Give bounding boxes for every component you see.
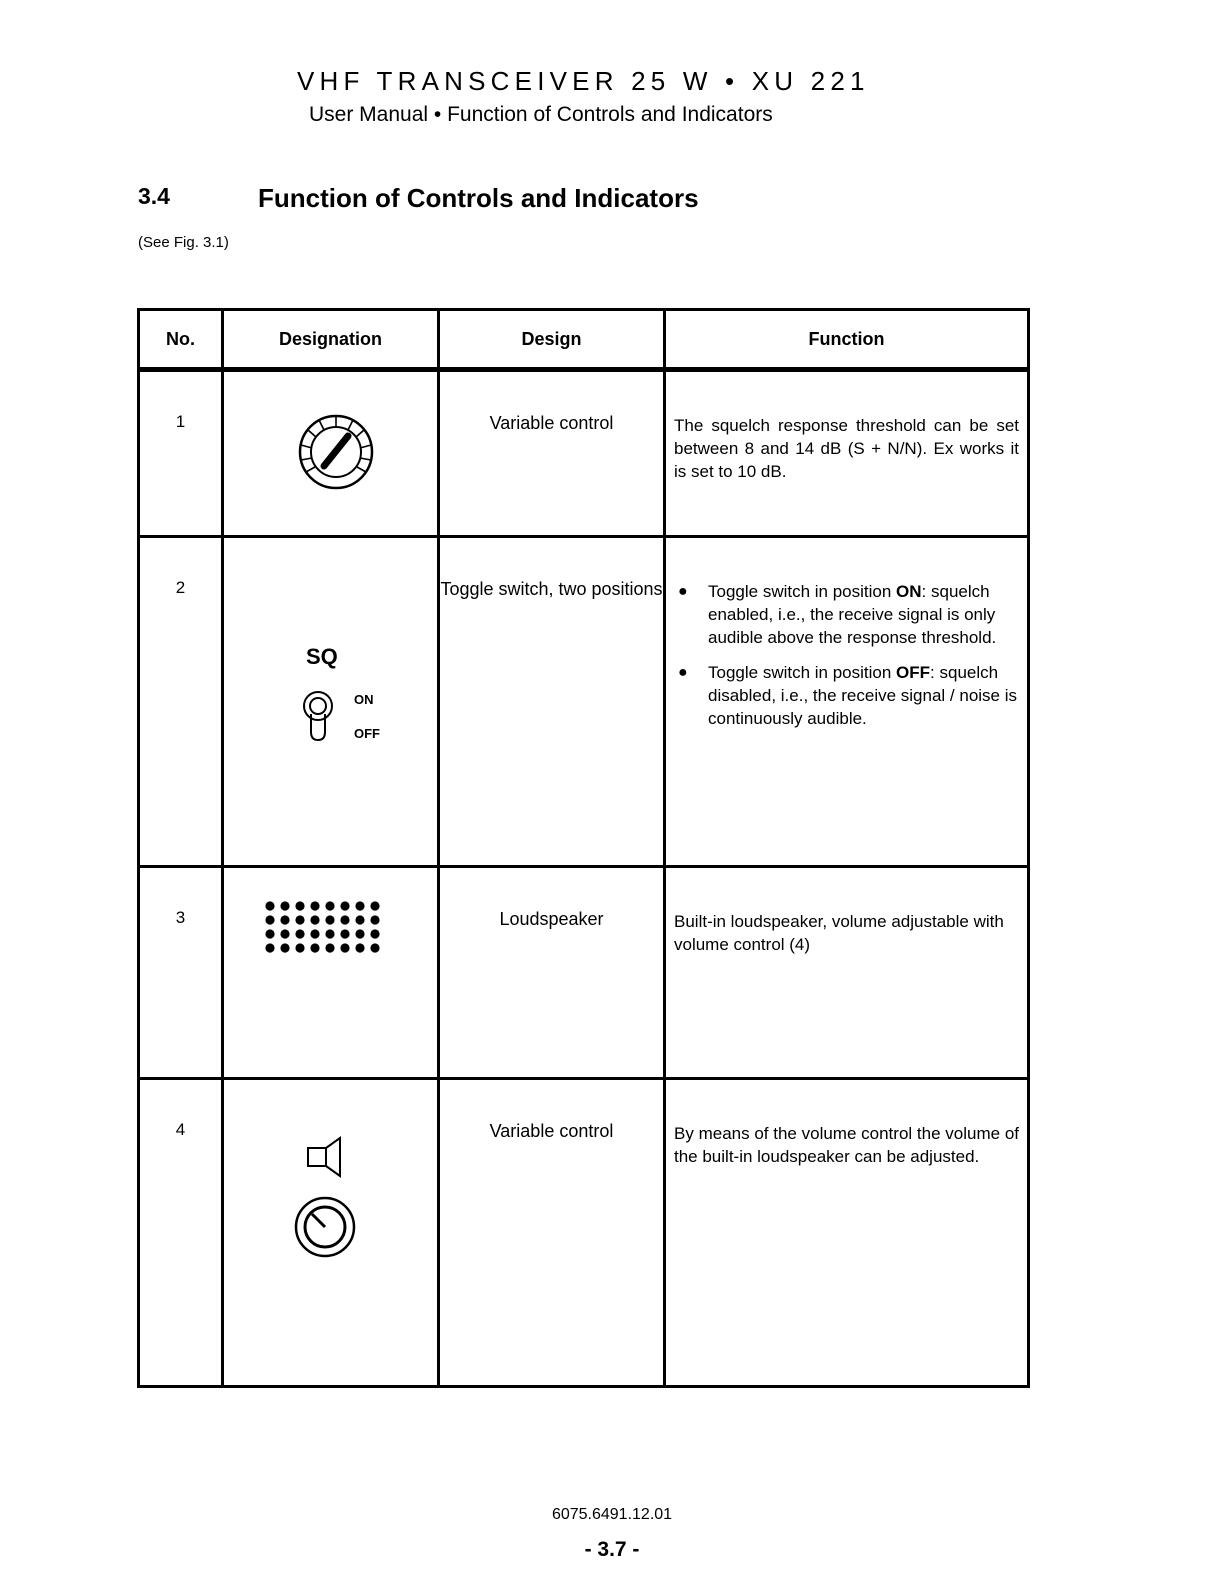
grille-dot bbox=[310, 915, 319, 924]
design-cell: Toggle switch, two positions bbox=[439, 537, 665, 867]
function-cell: Built-in loudspeaker, volume adjustable with volume control (4) bbox=[665, 867, 1029, 1079]
grille-dot bbox=[370, 943, 379, 952]
grille-dot bbox=[280, 915, 289, 924]
grille-dot bbox=[265, 901, 274, 910]
table-row bbox=[139, 867, 1029, 1079]
grille-dot bbox=[370, 915, 379, 924]
grille-dot bbox=[280, 901, 289, 910]
grille-dot bbox=[310, 943, 319, 952]
switch-on-label: ON bbox=[354, 692, 374, 707]
row-number: 4 bbox=[139, 1079, 223, 1387]
document-number: 6075.6491.12.01 bbox=[551, 1506, 673, 1523]
design-cell: Variable control bbox=[439, 370, 665, 537]
loudspeaker-grille-icon bbox=[264, 900, 404, 970]
toggle-switch-icon bbox=[300, 688, 340, 748]
grille-dot bbox=[325, 901, 334, 910]
header-design: Design bbox=[439, 310, 665, 370]
grille-dot bbox=[370, 929, 379, 938]
header-designation: Designation bbox=[223, 310, 439, 370]
table-row bbox=[139, 370, 1029, 537]
bullet-emphasis: OFF bbox=[896, 663, 931, 682]
grille-dot bbox=[355, 929, 364, 938]
designation-cell bbox=[223, 537, 439, 867]
squelch-label: SQ bbox=[306, 644, 338, 669]
controls-table bbox=[137, 308, 1030, 1388]
figure-reference: (See Fig. 3.1) bbox=[138, 234, 229, 251]
grille-dot bbox=[265, 915, 274, 924]
function-cell: By means of the volume control the volume of the built-in loudspeaker can be adjusted. bbox=[665, 1079, 1029, 1387]
bullet-icon: ● bbox=[678, 583, 688, 600]
table-row bbox=[139, 1079, 1029, 1387]
designation-cell bbox=[223, 867, 439, 1079]
bullet-emphasis: ON bbox=[896, 582, 922, 601]
bullet-text: Toggle switch in position bbox=[708, 582, 897, 601]
design-cell: Loudspeaker bbox=[439, 867, 665, 1079]
row-number: 1 bbox=[139, 370, 223, 537]
document-subtitle: User Manual • Function of Controls and Indicators bbox=[309, 103, 773, 126]
grille-dot bbox=[355, 901, 364, 910]
grille-dot bbox=[310, 901, 319, 910]
grille-dot bbox=[295, 901, 304, 910]
grille-dot bbox=[340, 915, 349, 924]
table-row bbox=[139, 537, 1029, 867]
grille-dot bbox=[325, 915, 334, 924]
grille-dot bbox=[265, 929, 274, 938]
grille-dot bbox=[325, 943, 334, 952]
grille-dot bbox=[295, 929, 304, 938]
bullet-text: Toggle switch in position bbox=[708, 663, 897, 682]
row-number: 2 bbox=[139, 537, 223, 867]
section-title: Function of Controls and Indicators bbox=[258, 183, 699, 213]
grille-dot bbox=[295, 915, 304, 924]
design-cell: Variable control bbox=[439, 1079, 665, 1387]
bullet-icon: ● bbox=[678, 664, 688, 681]
table-header-row bbox=[139, 310, 1029, 370]
bullet-text: : squelch enabled, i.e., the receive signal is only audible above the response threshold. bbox=[708, 582, 997, 647]
grille-dot bbox=[325, 929, 334, 938]
list-item bbox=[674, 661, 1019, 730]
designation-cell bbox=[223, 370, 439, 537]
switch-off-label: OFF bbox=[354, 726, 380, 741]
grille-dot bbox=[280, 929, 289, 938]
bullet-text: : squelch disabled, i.e., the receive signal / noise is continuously audible. bbox=[708, 663, 1018, 728]
squelch-knob-icon bbox=[290, 406, 390, 506]
function-cell: The squelch response threshold can be set between 8 and 14 dB (S + N/N). Ex works it is set to 10 dB. bbox=[665, 370, 1029, 537]
function-bullets bbox=[674, 580, 1019, 730]
function-cell bbox=[665, 537, 1029, 867]
grille-dot bbox=[355, 943, 364, 952]
list-item bbox=[674, 580, 1019, 649]
volume-knob-icon bbox=[292, 1194, 362, 1264]
section-number: 3.4 bbox=[138, 183, 170, 209]
grille-dot bbox=[295, 943, 304, 952]
grille-dot bbox=[280, 943, 289, 952]
speaker-icon bbox=[304, 1134, 354, 1178]
grille-dot bbox=[340, 929, 349, 938]
document-title: VHF TRANSCEIVER 25 W • XU 221 bbox=[297, 66, 870, 96]
grille-dot bbox=[310, 929, 319, 938]
grille-dot bbox=[370, 901, 379, 910]
designation-cell bbox=[223, 1079, 439, 1387]
grille-dot bbox=[355, 915, 364, 924]
row-number: 3 bbox=[139, 867, 223, 1079]
grille-dot bbox=[340, 901, 349, 910]
grille-dot bbox=[265, 943, 274, 952]
grille-dot bbox=[340, 943, 349, 952]
header-function: Function bbox=[665, 310, 1029, 370]
page-number: - 3.7 - bbox=[584, 1538, 640, 1561]
header-no: No. bbox=[139, 310, 223, 370]
